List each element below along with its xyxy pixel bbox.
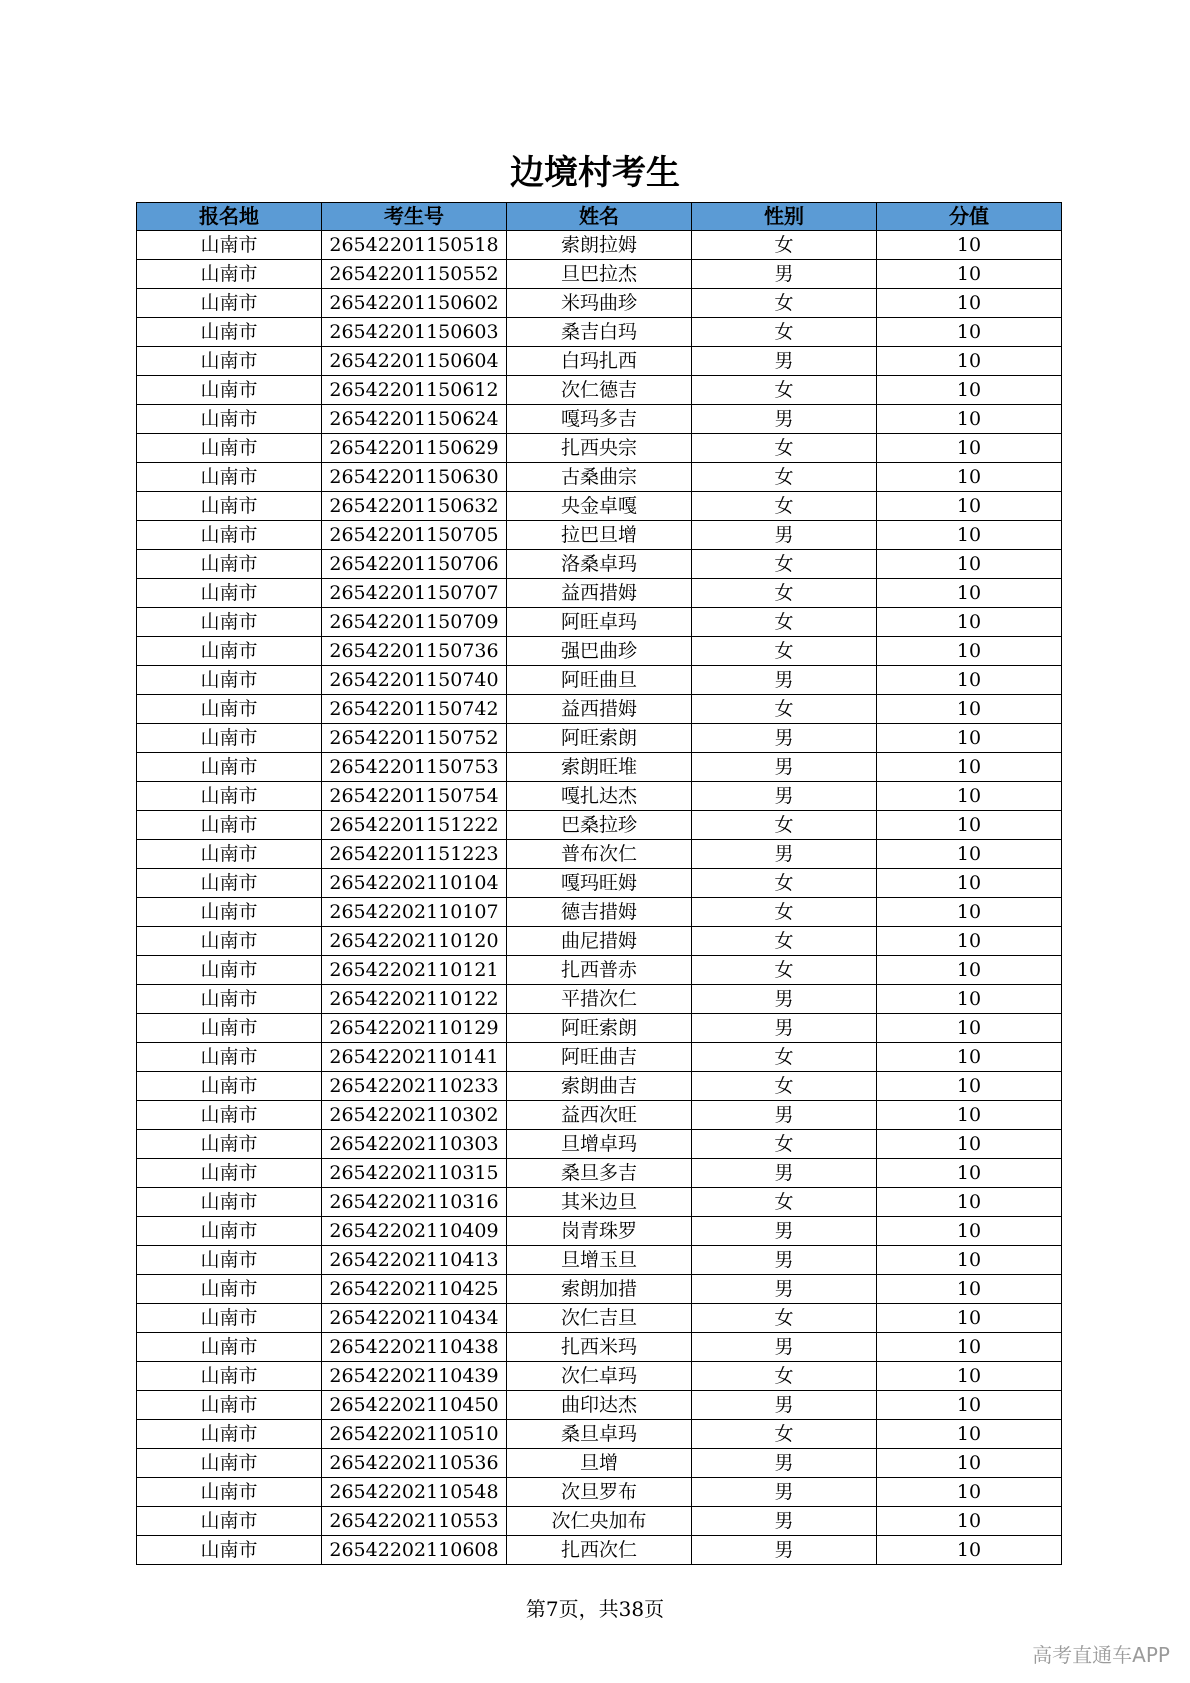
cell-name: 央金卓嘎 (507, 492, 692, 521)
cell-name: 扎西央宗 (507, 434, 692, 463)
cell-score: 10 (877, 1101, 1062, 1130)
cell-place: 山南市 (137, 1159, 322, 1188)
table-row (137, 666, 1062, 695)
page-number: 第7页，共38页 (525, 1597, 665, 1621)
cell-candidate-id: 26542202110104 (322, 869, 507, 898)
cell-place: 山南市 (137, 1101, 322, 1130)
cell-place: 山南市 (137, 231, 322, 260)
cell-name: 旦增玉旦 (507, 1246, 692, 1275)
table-row (137, 1014, 1062, 1043)
cell-place: 山南市 (137, 1275, 322, 1304)
cell-candidate-id: 26542201150612 (322, 376, 507, 405)
cell-candidate-id: 26542202110315 (322, 1159, 507, 1188)
cell-score: 10 (877, 1188, 1062, 1217)
cell-name: 扎西普赤 (507, 956, 692, 985)
cell-gender: 女 (692, 579, 877, 608)
cell-gender: 男 (692, 1536, 877, 1565)
cell-place: 山南市 (137, 1043, 322, 1072)
cell-name: 益西措姆 (507, 695, 692, 724)
cell-candidate-id: 26542202110107 (322, 898, 507, 927)
cell-place: 山南市 (137, 956, 322, 985)
cell-name: 德吉措姆 (507, 898, 692, 927)
cell-score: 10 (877, 405, 1062, 434)
cell-score: 10 (877, 840, 1062, 869)
cell-name: 岗青珠罗 (507, 1217, 692, 1246)
table-row (137, 1507, 1062, 1536)
cell-name: 旦巴拉杰 (507, 260, 692, 289)
cell-place: 山南市 (137, 1333, 322, 1362)
cell-candidate-id: 26542201150752 (322, 724, 507, 753)
cell-score: 10 (877, 434, 1062, 463)
table-row (137, 521, 1062, 550)
cell-gender: 女 (692, 898, 877, 927)
watermark: 高考直通车APP (1032, 1643, 1170, 1667)
table-row (137, 347, 1062, 376)
cell-gender: 女 (692, 289, 877, 318)
cell-candidate-id: 26542202110536 (322, 1449, 507, 1478)
table-row (137, 1449, 1062, 1478)
table-row (137, 985, 1062, 1014)
table-row (137, 840, 1062, 869)
cell-candidate-id: 26542202110548 (322, 1478, 507, 1507)
cell-place: 山南市 (137, 695, 322, 724)
cell-place: 山南市 (137, 550, 322, 579)
cell-place: 山南市 (137, 260, 322, 289)
cell-gender: 男 (692, 1217, 877, 1246)
cell-score: 10 (877, 376, 1062, 405)
cell-gender: 女 (692, 1362, 877, 1391)
table-row (137, 1101, 1062, 1130)
cell-gender: 女 (692, 376, 877, 405)
cell-score: 10 (877, 521, 1062, 550)
cell-place: 山南市 (137, 1478, 322, 1507)
table-row (137, 550, 1062, 579)
cell-score: 10 (877, 782, 1062, 811)
cell-name: 桑吉白玛 (507, 318, 692, 347)
cell-gender: 女 (692, 1188, 877, 1217)
column-header-gender: 性别 (692, 203, 877, 231)
cell-candidate-id: 26542201150602 (322, 289, 507, 318)
table-row (137, 637, 1062, 666)
cell-gender: 男 (692, 1159, 877, 1188)
cell-name: 平措次仁 (507, 985, 692, 1014)
cell-place: 山南市 (137, 1217, 322, 1246)
table-row (137, 405, 1062, 434)
table-row (137, 869, 1062, 898)
table-row (137, 376, 1062, 405)
cell-name: 曲印达杰 (507, 1391, 692, 1420)
cell-gender: 女 (692, 1043, 877, 1072)
cell-score: 10 (877, 1420, 1062, 1449)
cell-place: 山南市 (137, 869, 322, 898)
cell-candidate-id: 26542201150603 (322, 318, 507, 347)
cell-place: 山南市 (137, 521, 322, 550)
header-row (137, 203, 1062, 231)
cell-gender: 女 (692, 231, 877, 260)
cell-place: 山南市 (137, 405, 322, 434)
cell-score: 10 (877, 1072, 1062, 1101)
cell-candidate-id: 26542202110122 (322, 985, 507, 1014)
cell-score: 10 (877, 724, 1062, 753)
cell-gender: 女 (692, 1420, 877, 1449)
cell-candidate-id: 26542201151223 (322, 840, 507, 869)
cell-name: 次仁卓玛 (507, 1362, 692, 1391)
cell-gender: 女 (692, 869, 877, 898)
cell-place: 山南市 (137, 1362, 322, 1391)
column-header-score: 分值 (877, 203, 1062, 231)
table-row (137, 1333, 1062, 1362)
cell-score: 10 (877, 1449, 1062, 1478)
cell-name: 索朗拉姆 (507, 231, 692, 260)
table-row (137, 289, 1062, 318)
cell-candidate-id: 26542202110510 (322, 1420, 507, 1449)
cell-gender: 男 (692, 347, 877, 376)
cell-score: 10 (877, 492, 1062, 521)
cell-name: 次仁德吉 (507, 376, 692, 405)
cell-candidate-id: 26542202110413 (322, 1246, 507, 1275)
cell-candidate-id: 26542202110316 (322, 1188, 507, 1217)
cell-candidate-id: 26542201150709 (322, 608, 507, 637)
cell-score: 10 (877, 666, 1062, 695)
cell-score: 10 (877, 1478, 1062, 1507)
table-row (137, 463, 1062, 492)
cell-score: 10 (877, 1333, 1062, 1362)
cell-gender: 男 (692, 753, 877, 782)
table-row (137, 1130, 1062, 1159)
table-row (137, 1362, 1062, 1391)
cell-score: 10 (877, 347, 1062, 376)
table-row (137, 782, 1062, 811)
cell-candidate-id: 26542202110439 (322, 1362, 507, 1391)
cell-name: 益西措姆 (507, 579, 692, 608)
table-row (137, 260, 1062, 289)
cell-candidate-id: 26542201150736 (322, 637, 507, 666)
cell-place: 山南市 (137, 753, 322, 782)
cell-place: 山南市 (137, 840, 322, 869)
cell-gender: 女 (692, 695, 877, 724)
cell-score: 10 (877, 1217, 1062, 1246)
cell-gender: 男 (692, 521, 877, 550)
table-row (137, 695, 1062, 724)
table-row (137, 1536, 1062, 1565)
cell-name: 洛桑卓玛 (507, 550, 692, 579)
table-row (137, 927, 1062, 956)
cell-place: 山南市 (137, 1391, 322, 1420)
table-row (137, 956, 1062, 985)
cell-score: 10 (877, 608, 1062, 637)
table-header (137, 203, 1062, 231)
cell-name: 曲尼措姆 (507, 927, 692, 956)
cell-name: 强巴曲珍 (507, 637, 692, 666)
cell-score: 10 (877, 753, 1062, 782)
cell-place: 山南市 (137, 289, 322, 318)
cell-place: 山南市 (137, 1507, 322, 1536)
cell-name: 旦增卓玛 (507, 1130, 692, 1159)
cell-score: 10 (877, 927, 1062, 956)
cell-name: 古桑曲宗 (507, 463, 692, 492)
table-row (137, 1159, 1062, 1188)
cell-place: 山南市 (137, 985, 322, 1014)
table-row (137, 434, 1062, 463)
cell-name: 扎西米玛 (507, 1333, 692, 1362)
cell-candidate-id: 26542201150632 (322, 492, 507, 521)
cell-gender: 男 (692, 985, 877, 1014)
cell-name: 阿旺索朗 (507, 1014, 692, 1043)
cell-place: 山南市 (137, 1420, 322, 1449)
cell-score: 10 (877, 695, 1062, 724)
table-row (137, 1072, 1062, 1101)
cell-place: 山南市 (137, 347, 322, 376)
cell-name: 益西次旺 (507, 1101, 692, 1130)
cell-name: 白玛扎西 (507, 347, 692, 376)
cell-candidate-id: 26542202110303 (322, 1130, 507, 1159)
table-row (137, 1478, 1062, 1507)
cell-place: 山南市 (137, 492, 322, 521)
cell-candidate-id: 26542202110553 (322, 1507, 507, 1536)
column-header-id: 考生号 (322, 203, 507, 231)
table-row (137, 1188, 1062, 1217)
cell-gender: 女 (692, 463, 877, 492)
cell-name: 索朗旺堆 (507, 753, 692, 782)
cell-candidate-id: 26542202110129 (322, 1014, 507, 1043)
cell-score: 10 (877, 1246, 1062, 1275)
cell-score: 10 (877, 318, 1062, 347)
cell-place: 山南市 (137, 637, 322, 666)
candidate-table (136, 202, 1062, 1565)
cell-gender: 女 (692, 318, 877, 347)
cell-score: 10 (877, 1043, 1062, 1072)
cell-candidate-id: 26542202110425 (322, 1275, 507, 1304)
cell-name: 米玛曲珍 (507, 289, 692, 318)
cell-place: 山南市 (137, 579, 322, 608)
cell-name: 索朗加措 (507, 1275, 692, 1304)
page-title: 边境村考生 (510, 153, 680, 193)
cell-gender: 男 (692, 1275, 877, 1304)
cell-name: 阿旺曲吉 (507, 1043, 692, 1072)
cell-gender: 男 (692, 1507, 877, 1536)
cell-place: 山南市 (137, 724, 322, 753)
cell-candidate-id: 26542201150706 (322, 550, 507, 579)
table-row (137, 1217, 1062, 1246)
cell-score: 10 (877, 869, 1062, 898)
cell-gender: 男 (692, 1014, 877, 1043)
column-header-name: 姓名 (507, 203, 692, 231)
cell-gender: 男 (692, 405, 877, 434)
cell-gender: 男 (692, 666, 877, 695)
cell-name: 桑旦多吉 (507, 1159, 692, 1188)
cell-place: 山南市 (137, 811, 322, 840)
cell-place: 山南市 (137, 434, 322, 463)
cell-score: 10 (877, 1362, 1062, 1391)
table-row (137, 753, 1062, 782)
cell-gender: 男 (692, 1391, 877, 1420)
cell-candidate-id: 26542201150629 (322, 434, 507, 463)
cell-score: 10 (877, 956, 1062, 985)
cell-name: 其米边旦 (507, 1188, 692, 1217)
cell-name: 阿旺索朗 (507, 724, 692, 753)
cell-gender: 男 (692, 1246, 877, 1275)
table-row (137, 1391, 1062, 1420)
cell-gender: 男 (692, 1101, 877, 1130)
cell-candidate-id: 26542202110450 (322, 1391, 507, 1420)
cell-candidate-id: 26542202110608 (322, 1536, 507, 1565)
cell-name: 阿旺卓玛 (507, 608, 692, 637)
cell-name: 桑旦卓玛 (507, 1420, 692, 1449)
cell-candidate-id: 26542201150630 (322, 463, 507, 492)
cell-score: 10 (877, 579, 1062, 608)
cell-place: 山南市 (137, 1188, 322, 1217)
cell-gender: 男 (692, 1478, 877, 1507)
cell-candidate-id: 26542201150552 (322, 260, 507, 289)
cell-name: 旦增 (507, 1449, 692, 1478)
cell-candidate-id: 26542201150740 (322, 666, 507, 695)
table-row (137, 724, 1062, 753)
cell-candidate-id: 26542202110233 (322, 1072, 507, 1101)
cell-candidate-id: 26542202110120 (322, 927, 507, 956)
cell-gender: 女 (692, 1072, 877, 1101)
cell-gender: 女 (692, 492, 877, 521)
cell-score: 10 (877, 1275, 1062, 1304)
cell-gender: 女 (692, 608, 877, 637)
cell-candidate-id: 26542202110438 (322, 1333, 507, 1362)
cell-name: 嘎玛多吉 (507, 405, 692, 434)
cell-gender: 男 (692, 1333, 877, 1362)
cell-candidate-id: 26542202110409 (322, 1217, 507, 1246)
cell-place: 山南市 (137, 1536, 322, 1565)
cell-gender: 男 (692, 840, 877, 869)
table-body (137, 231, 1062, 1565)
cell-place: 山南市 (137, 1014, 322, 1043)
cell-name: 次旦罗布 (507, 1478, 692, 1507)
cell-score: 10 (877, 260, 1062, 289)
cell-score: 10 (877, 231, 1062, 260)
cell-gender: 女 (692, 956, 877, 985)
cell-name: 巴桑拉珍 (507, 811, 692, 840)
cell-score: 10 (877, 637, 1062, 666)
cell-candidate-id: 26542201150753 (322, 753, 507, 782)
cell-candidate-id: 26542201150705 (322, 521, 507, 550)
cell-score: 10 (877, 985, 1062, 1014)
table-row (137, 318, 1062, 347)
cell-name: 索朗曲吉 (507, 1072, 692, 1101)
cell-place: 山南市 (137, 318, 322, 347)
cell-name: 扎西次仁 (507, 1536, 692, 1565)
cell-gender: 男 (692, 782, 877, 811)
cell-place: 山南市 (137, 1304, 322, 1333)
table-row (137, 579, 1062, 608)
table-row (137, 608, 1062, 637)
cell-candidate-id: 26542201151222 (322, 811, 507, 840)
cell-place: 山南市 (137, 1072, 322, 1101)
cell-name: 嘎玛旺姆 (507, 869, 692, 898)
cell-candidate-id: 26542202110434 (322, 1304, 507, 1333)
cell-score: 10 (877, 1304, 1062, 1333)
table-row (137, 1304, 1062, 1333)
cell-score: 10 (877, 1391, 1062, 1420)
cell-gender: 男 (692, 1449, 877, 1478)
table-row (137, 811, 1062, 840)
cell-candidate-id: 26542202110302 (322, 1101, 507, 1130)
cell-score: 10 (877, 550, 1062, 579)
cell-candidate-id: 26542202110121 (322, 956, 507, 985)
cell-gender: 女 (692, 927, 877, 956)
cell-place: 山南市 (137, 898, 322, 927)
cell-name: 普布次仁 (507, 840, 692, 869)
table-row (137, 231, 1062, 260)
cell-score: 10 (877, 463, 1062, 492)
cell-place: 山南市 (137, 608, 322, 637)
cell-gender: 女 (692, 434, 877, 463)
cell-score: 10 (877, 1014, 1062, 1043)
cell-gender: 男 (692, 260, 877, 289)
cell-candidate-id: 26542202110141 (322, 1043, 507, 1072)
cell-candidate-id: 26542201150624 (322, 405, 507, 434)
cell-gender: 男 (692, 724, 877, 753)
cell-name: 阿旺曲旦 (507, 666, 692, 695)
column-header-place: 报名地 (137, 203, 322, 231)
cell-place: 山南市 (137, 782, 322, 811)
cell-gender: 女 (692, 1304, 877, 1333)
cell-place: 山南市 (137, 1246, 322, 1275)
table-row (137, 1275, 1062, 1304)
cell-name: 嘎扎达杰 (507, 782, 692, 811)
cell-name: 次仁吉旦 (507, 1304, 692, 1333)
cell-place: 山南市 (137, 463, 322, 492)
cell-candidate-id: 26542201150518 (322, 231, 507, 260)
cell-place: 山南市 (137, 927, 322, 956)
table-row (137, 492, 1062, 521)
table-row (137, 898, 1062, 927)
cell-name: 次仁央加布 (507, 1507, 692, 1536)
cell-candidate-id: 26542201150707 (322, 579, 507, 608)
cell-name: 拉巴旦增 (507, 521, 692, 550)
cell-score: 10 (877, 289, 1062, 318)
cell-score: 10 (877, 811, 1062, 840)
cell-score: 10 (877, 1536, 1062, 1565)
cell-gender: 女 (692, 637, 877, 666)
cell-score: 10 (877, 1159, 1062, 1188)
table-row (137, 1043, 1062, 1072)
cell-score: 10 (877, 1130, 1062, 1159)
cell-candidate-id: 26542201150754 (322, 782, 507, 811)
cell-place: 山南市 (137, 1449, 322, 1478)
table-row (137, 1246, 1062, 1275)
cell-candidate-id: 26542201150604 (322, 347, 507, 376)
cell-place: 山南市 (137, 376, 322, 405)
cell-score: 10 (877, 898, 1062, 927)
table-row (137, 1420, 1062, 1449)
cell-place: 山南市 (137, 1130, 322, 1159)
cell-place: 山南市 (137, 666, 322, 695)
cell-gender: 女 (692, 1130, 877, 1159)
cell-gender: 女 (692, 811, 877, 840)
cell-score: 10 (877, 1507, 1062, 1536)
cell-gender: 女 (692, 550, 877, 579)
cell-candidate-id: 26542201150742 (322, 695, 507, 724)
